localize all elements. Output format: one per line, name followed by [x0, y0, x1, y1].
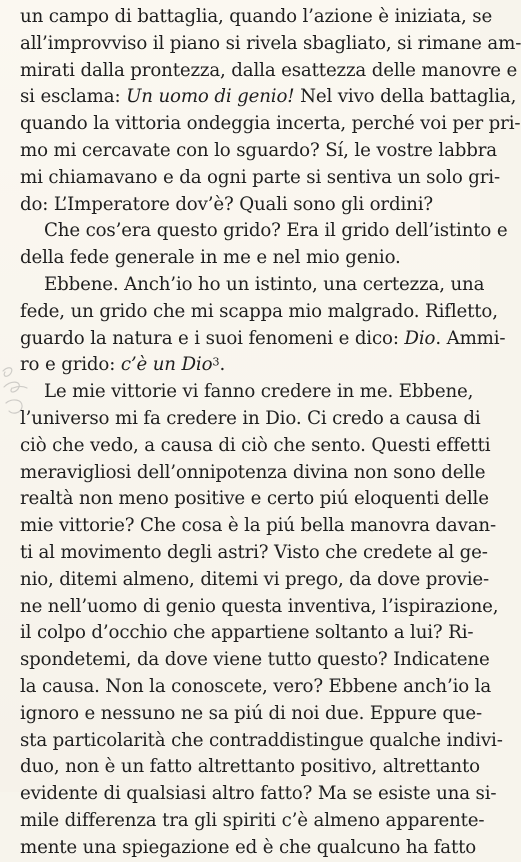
text-segment: guardo la natura e i suoi fenomeni e dico:: [20, 327, 405, 349]
footnote-reference: 3: [212, 356, 220, 370]
text-line: mile differenza tra gli spiriti c’è almeno apparente-: [20, 809, 485, 831]
text-line: ciò che vedo, a causa di ciò che sento. Questi effetti: [20, 434, 491, 456]
text-line: do: L’Imperatore dov’è? Quali sono gli ordini?: [20, 193, 433, 215]
text-segment: Nel vivo della battaglia,: [294, 86, 517, 108]
text-segment: ro e grido:: [20, 354, 121, 376]
emphasis-text: Un uomo di genio!: [126, 86, 295, 108]
text-line: la causa. Non la conoscete, vero? Ebbene anch’io la: [20, 675, 492, 697]
text-line: realtà non meno positive e certo piú eloquenti delle: [20, 488, 489, 510]
text-line: [20, 326, 506, 353]
text-segment: . Ammi-: [435, 327, 506, 349]
text-line: il colpo d’occhio che appartiene soltanto a lui? Ri-: [20, 622, 474, 644]
text-line: spondetemi, da dove viene tutto questo? Indicatene: [20, 649, 490, 671]
text-line: mie vittorie? Che cosa è la piú bella manovra davan-: [20, 515, 496, 537]
text-line: mo mi cercavate con lo sguardo? Sí, le vostre labbra: [20, 139, 497, 161]
emphasis-text: c’è un Dio: [120, 354, 213, 376]
text-line: ne nell’uomo di genio questa inventiva, l’ispirazione,: [20, 595, 499, 617]
emphasis-text: Dio: [404, 327, 436, 349]
text-segment: .: [219, 354, 226, 376]
text-line: duo, non è un fatto altrettanto positivo, altrettanto: [20, 756, 480, 778]
body-text: [20, 4, 521, 862]
text-segment: si esclama:: [20, 86, 127, 108]
text-line: mirati dalla prontezza, dalla esattezza delle manovre e: [20, 59, 518, 81]
text-line: un campo di battaglia, quando l’azione è iniziata, se: [20, 6, 493, 27]
text-line: evidente di qualsiasi altro fatto? Ma se esiste una si-: [20, 783, 497, 805]
text-line: all’improvviso il piano si rivela sbagliato, si rimane am-: [20, 32, 521, 54]
text-line: ignoro e nessuno ne sa piú di noi due. Eppure que-: [20, 702, 483, 724]
text-line: [20, 352, 468, 379]
text-line: ti al movimento degli astri? Visto che credete al ge-: [20, 541, 488, 563]
text-line: della fede generale in me e nel mio genio.: [20, 247, 401, 269]
text-line: Che cos’era questo grido? Era il grido dell’istinto e: [44, 220, 508, 242]
text-line: Le mie vittorie vi fanno credere in me. Ebbene,: [44, 381, 474, 403]
text-line: nio, ditemi almeno, ditemi vi prego, da dove provie-: [20, 568, 489, 590]
text-line: quando la vittoria ondeggia incerta, perché voi per pri-: [20, 113, 521, 135]
text-line: l’universo mi fa credere in Dio. Ci credo a causa di: [20, 407, 481, 429]
text-line: sta particolarità che contraddistingue qualche indivi-: [20, 729, 503, 751]
text-line: [20, 84, 517, 111]
text-line: meravigliosi dell’onnipotenza divina non sono delle: [20, 461, 486, 483]
text-line: mi chiamavano e da ogni parte si sentiva un solo gri-: [20, 166, 500, 188]
text-line: Ebbene. Anch’io ho un istinto, una certezza, una: [44, 273, 485, 295]
text-line: mente una spiegazione ed è che qualcuno ha fatto: [20, 836, 477, 858]
text-line: fede, un grido che mi scappa mio malgrado. Rifletto,: [20, 300, 498, 322]
